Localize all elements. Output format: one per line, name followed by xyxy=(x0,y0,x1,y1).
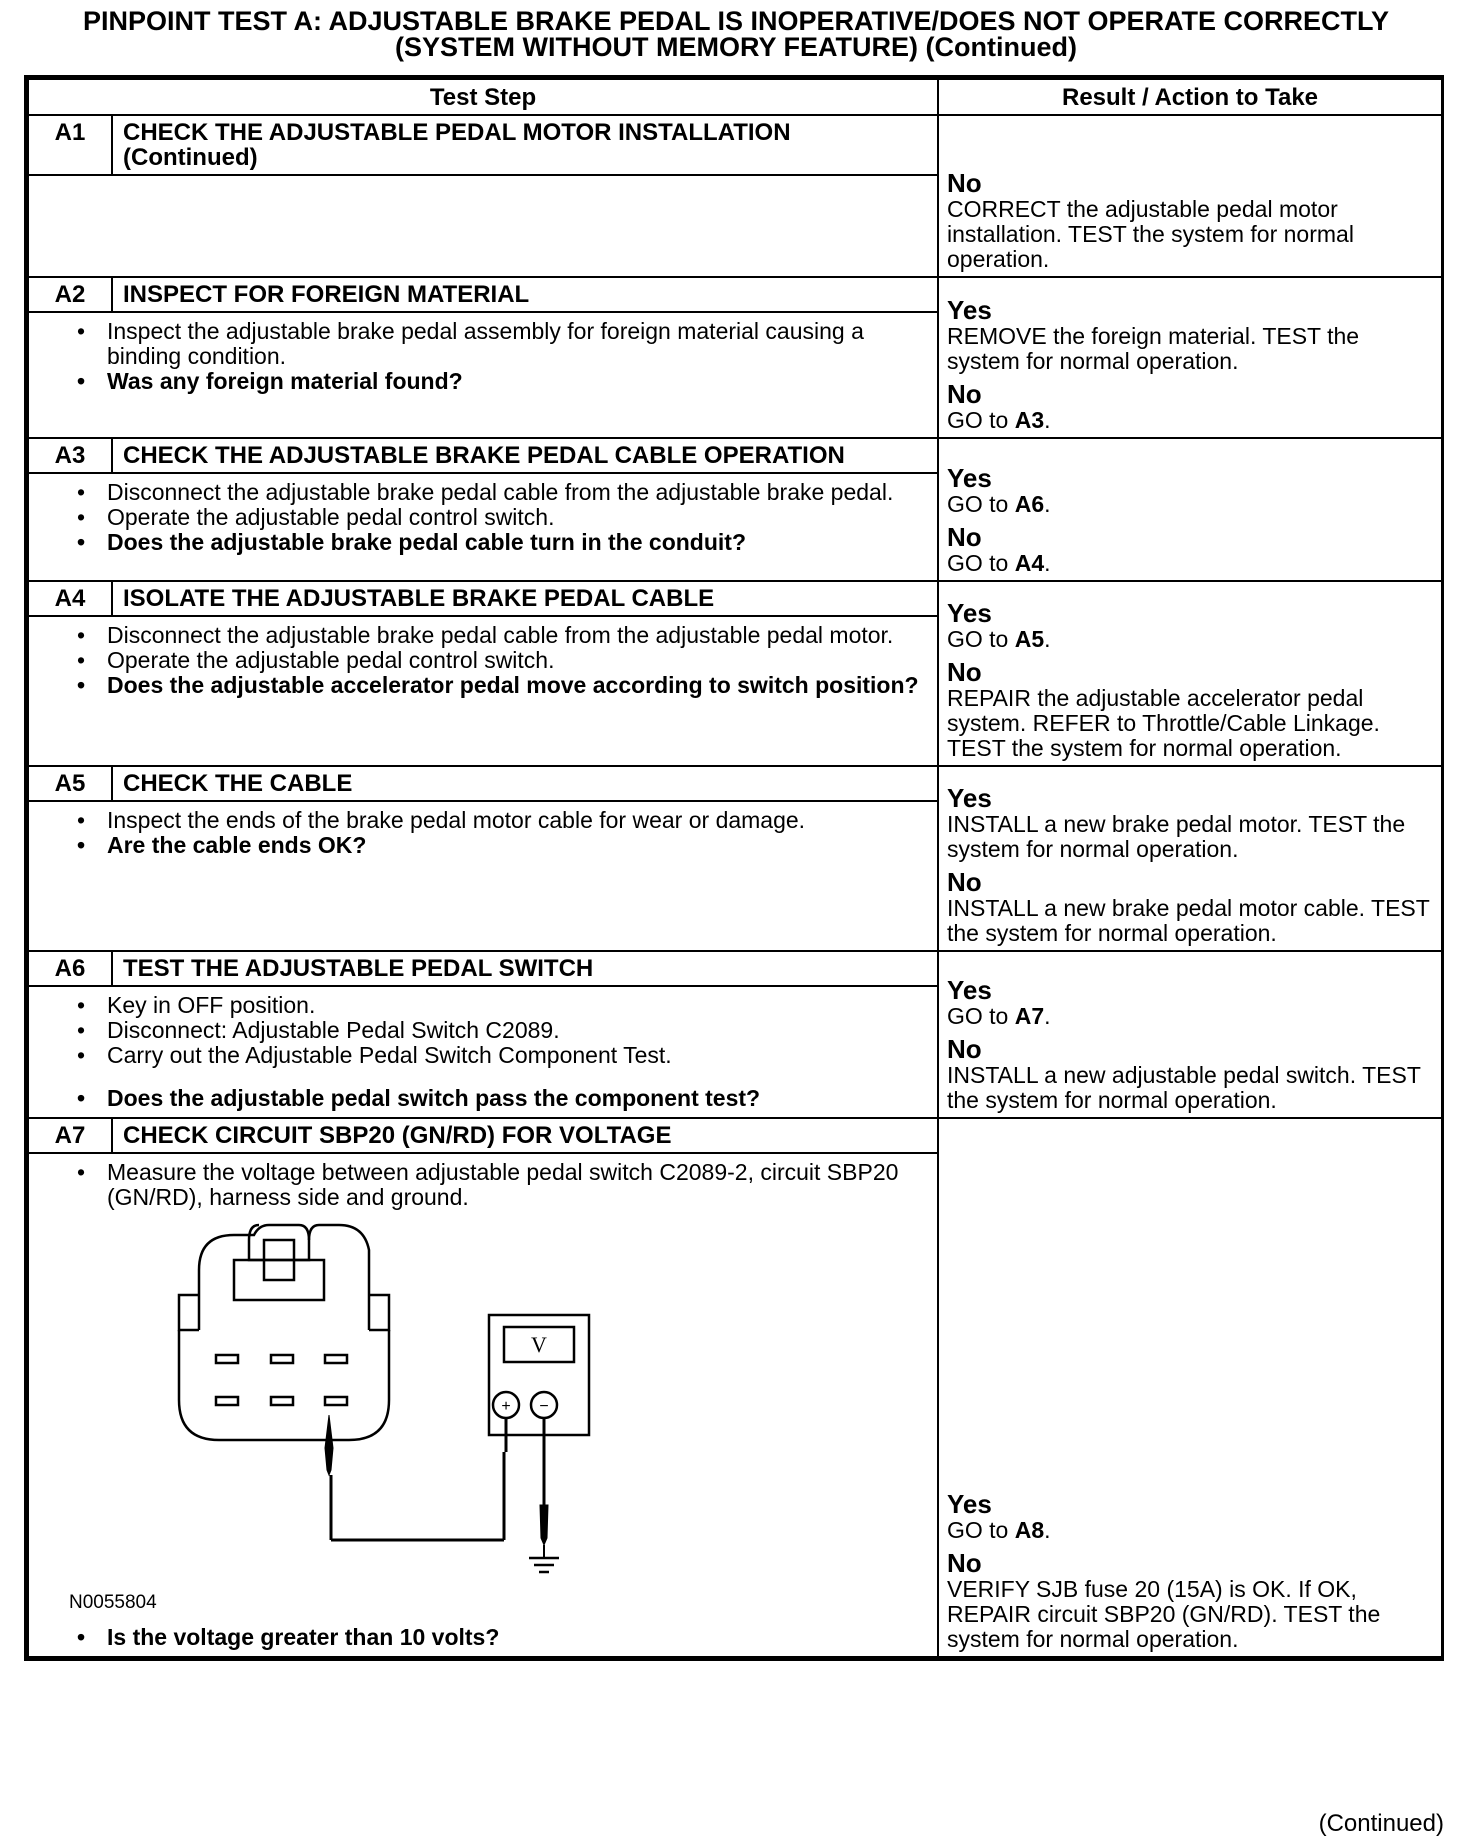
step-heading: CHECK THE CABLE xyxy=(112,766,938,801)
step-question: • Are the cable ends OK? xyxy=(107,833,927,858)
step-bullet: • Disconnect: Adjustable Pedal Switch C2089. xyxy=(107,1018,927,1043)
meter-minus: − xyxy=(539,1398,549,1415)
step-id: A7 xyxy=(28,1118,112,1153)
step-heading: CHECK CIRCUIT SBP20 (GN/RD) FOR VOLTAGE xyxy=(112,1118,938,1153)
result-yes-text: GO to A7. xyxy=(947,1003,1051,1029)
result-yes-label: Yes xyxy=(947,463,992,493)
step-id: A4 xyxy=(28,581,112,616)
step-a1-result xyxy=(938,115,1442,277)
step-body xyxy=(28,1153,938,1657)
result-no-text: CORRECT the adjustable pedal motor installation. TEST the system for normal operation. xyxy=(947,196,1354,272)
goto-target: A8 xyxy=(1014,1517,1045,1543)
step-bullet: • Operate the adjustable pedal control switch. xyxy=(107,648,927,673)
ground-icon xyxy=(529,1418,559,1572)
step-a5-result xyxy=(938,766,1442,951)
step-a4-result xyxy=(938,581,1442,766)
result-no-label: No xyxy=(947,867,982,897)
step-id: A2 xyxy=(28,277,112,312)
result-no-label: No xyxy=(947,657,982,687)
probe-positive-icon xyxy=(325,1415,504,1540)
result-no-text: INSTALL a new brake pedal motor cable. TEST the system for normal operation. xyxy=(947,895,1430,946)
step-heading: ISOLATE THE ADJUSTABLE BRAKE PEDAL CABLE xyxy=(112,581,938,616)
header-test-step: Test Step xyxy=(28,79,938,115)
step-heading: TEST THE ADJUSTABLE PEDAL SWITCH xyxy=(112,951,938,986)
step-a6-heading-row xyxy=(28,951,1442,986)
step-body xyxy=(28,175,938,277)
result-no-text: GO to A3. xyxy=(947,407,1051,433)
step-bullet: • Disconnect the adjustable brake pedal cable from the adjustable pedal motor. xyxy=(107,623,927,648)
result-no-label: No xyxy=(947,379,982,409)
result-no-label: No xyxy=(947,522,982,552)
step-question: • Is the voltage greater than 10 volts? xyxy=(107,1625,927,1650)
result-no-text: VERIFY SJB fuse 20 (15A) is OK. If OK, REPAIR circuit SBP20 (GN/RD). TEST the system for normal operation. xyxy=(947,1576,1381,1652)
goto-target: A6 xyxy=(1014,491,1045,517)
result-no-label: No xyxy=(947,168,982,198)
voltage-measurement-diagram xyxy=(159,1220,619,1580)
result-yes-text: REMOVE the foreign material. TEST the system for normal operation. xyxy=(947,323,1360,374)
continued-label: (Continued) xyxy=(1318,1810,1444,1837)
step-question: • Does the adjustable brake pedal cable turn in the conduit? xyxy=(107,530,927,555)
step-a2-heading-row xyxy=(28,277,1442,312)
result-yes-label: Yes xyxy=(947,975,992,1005)
meter-plus: + xyxy=(501,1398,511,1415)
step-a2-result xyxy=(938,277,1442,438)
step-a6-result xyxy=(938,951,1442,1118)
step-body xyxy=(28,312,938,438)
step-bullet: • Key in OFF position. xyxy=(107,993,927,1018)
step-id: A1 xyxy=(28,115,112,175)
pinpoint-test-table xyxy=(24,75,1444,1661)
step-id: A3 xyxy=(28,438,112,473)
table-header-row xyxy=(28,79,1442,115)
connector-c2089-icon xyxy=(179,1225,389,1440)
result-yes-text: INSTALL a new brake pedal motor. TEST the system for normal operation. xyxy=(947,811,1406,862)
step-a7-heading-row xyxy=(28,1118,1442,1153)
step-a3-result xyxy=(938,438,1442,581)
step-bullet: • Inspect the adjustable brake pedal assembly for foreign material causing a binding condition. xyxy=(107,319,927,369)
result-no-label: No xyxy=(947,1548,982,1578)
step-a3-heading-row xyxy=(28,438,1442,473)
step-id: A6 xyxy=(28,951,112,986)
step-heading: INSPECT FOR FOREIGN MATERIAL xyxy=(112,277,938,312)
result-yes-text: GO to A5. xyxy=(947,626,1051,652)
step-body xyxy=(28,801,938,951)
title-line-2: (SYSTEM WITHOUT MEMORY FEATURE) (Continued) xyxy=(395,32,1077,62)
step-question: • Does the adjustable accelerator pedal move according to switch position? xyxy=(107,673,927,698)
result-yes-label: Yes xyxy=(947,598,992,628)
goto-target: A5 xyxy=(1014,626,1045,652)
result-yes-label: Yes xyxy=(947,783,992,813)
step-body xyxy=(28,986,938,1118)
result-yes-label: Yes xyxy=(947,1489,992,1519)
step-bullet: • Operate the adjustable pedal control switch. xyxy=(107,505,927,530)
step-bullet: • Inspect the ends of the brake pedal motor cable for wear or damage. xyxy=(107,808,927,833)
step-a4-heading-row xyxy=(28,581,1442,616)
step-heading: CHECK THE ADJUSTABLE PEDAL MOTOR INSTALLATION (Continued) xyxy=(112,115,938,175)
result-no-text: REPAIR the adjustable accelerator pedal system. REFER to Throttle/Cable Linkage. TEST the system for normal operation. xyxy=(947,685,1380,761)
page-title xyxy=(20,8,1452,60)
header-result: Result / Action to Take xyxy=(938,79,1442,115)
step-question: • Was any foreign material found? xyxy=(107,369,927,394)
result-no-text: INSTALL a new adjustable pedal switch. TEST the system for normal operation. xyxy=(947,1062,1421,1113)
figure-id: N0055804 xyxy=(69,1592,157,1613)
result-yes-text: GO to A8. xyxy=(947,1517,1051,1543)
step-question: • Does the adjustable pedal switch pass the component test? xyxy=(107,1086,927,1111)
step-a7-result xyxy=(938,1118,1442,1657)
step-bullet: • Measure the voltage between adjustable pedal switch C2089-2, circuit SBP20 (GN/RD), harness side and ground. xyxy=(107,1160,927,1210)
goto-target: A3 xyxy=(1014,407,1045,433)
goto-target: A4 xyxy=(1014,550,1045,576)
result-no-label: No xyxy=(947,1034,982,1064)
goto-target: A7 xyxy=(1014,1003,1045,1029)
step-a1-heading-row xyxy=(28,115,1442,175)
diagram-svg xyxy=(159,1220,619,1580)
step-bullet: • Carry out the Adjustable Pedal Switch Component Test. xyxy=(107,1043,927,1068)
result-yes-label: Yes xyxy=(947,295,992,325)
step-body xyxy=(28,616,938,766)
step-bullet: • Disconnect the adjustable brake pedal cable from the adjustable brake pedal. xyxy=(107,480,927,505)
step-id: A5 xyxy=(28,766,112,801)
step-a5-heading-row xyxy=(28,766,1442,801)
step-body xyxy=(28,473,938,581)
result-yes-text: GO to A6. xyxy=(947,491,1051,517)
result-no-text: GO to A4. xyxy=(947,550,1051,576)
title-line-1: PINPOINT TEST A: ADJUSTABLE BRAKE PEDAL IS INOPERATIVE/DOES NOT OPERATE CORRECTLY xyxy=(82,6,1390,36)
step-heading: CHECK THE ADJUSTABLE BRAKE PEDAL CABLE OPERATION xyxy=(112,438,938,473)
meter-symbol: V xyxy=(531,1332,547,1357)
